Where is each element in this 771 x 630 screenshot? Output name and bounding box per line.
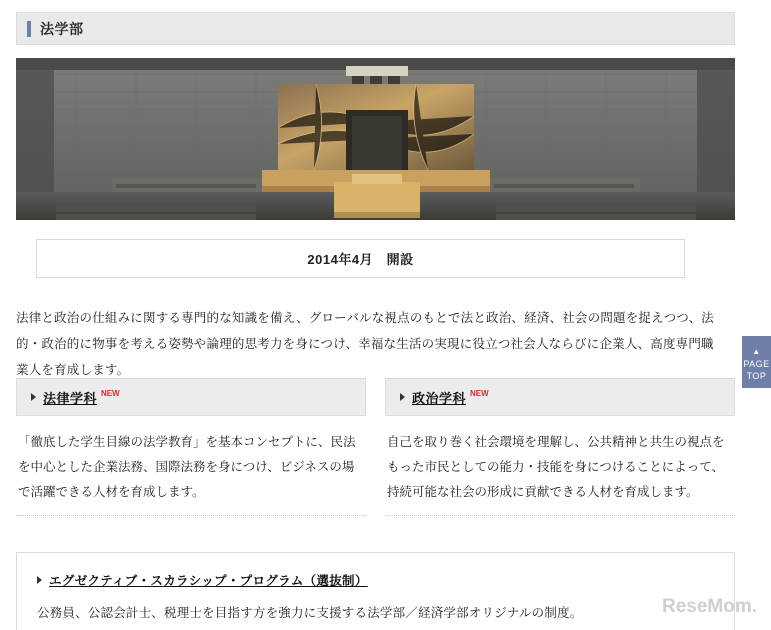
program-link[interactable]: エグゼクティブ・スカラシップ・プログラム（選抜制） bbox=[49, 574, 368, 588]
right-gutter bbox=[751, 0, 771, 630]
department-header-law[interactable] bbox=[16, 378, 366, 416]
triangle-bullet-icon bbox=[400, 393, 405, 401]
page-top-label-line1: PAGE bbox=[743, 359, 770, 369]
opening-notice-box bbox=[36, 239, 685, 278]
department-body-law: 「徹底した学生目線の法学教育」を基本コンセプトに、民法を中心とした企業法務、国際法務を身につけ、ビジネスの場で活躍できる人材を育成します。 bbox=[16, 416, 366, 516]
page-title: 法学部 bbox=[40, 20, 84, 37]
triangle-bullet-icon bbox=[37, 576, 42, 584]
program-box bbox=[16, 552, 735, 630]
opening-notice-text: 2014年4月 開設 bbox=[307, 252, 414, 267]
department-header-politics[interactable] bbox=[385, 378, 735, 416]
program-description: 公務員、公認会計士、税理士を目指す方を強力に支援する法学部／経済学部オリジナルの制度。 bbox=[37, 606, 583, 620]
hero-illustration bbox=[16, 58, 735, 220]
department-link-law[interactable]: 法律学科 bbox=[43, 390, 98, 406]
department-body-politics: 自己を取り巻く社会環境を理解し、公共精神と共生の視点をもった市民としての能力・技能を身につけることによって、持続可能な社会の形成に貢献できる人材を育成します。 bbox=[385, 416, 735, 516]
watermark: ReseMom. bbox=[661, 596, 757, 617]
new-badge-politics: NEW bbox=[470, 388, 489, 398]
page-top-button[interactable] bbox=[742, 336, 771, 388]
program-header[interactable] bbox=[17, 553, 734, 589]
department-column-politics bbox=[385, 378, 735, 516]
department-link-politics[interactable]: 政治学科 bbox=[412, 390, 467, 406]
title-accent-bar bbox=[27, 21, 31, 37]
intro-paragraph: 法律と政治の仕組みに関する専門的な知識を備え、グローバルな視点のもとで法と政治、経済、社会の問題を捉えつつ、法的・政治的に物事を考える姿勢や論理的思考力を身につけ、幸福な生活の実現に役立つ社会人ならびに企業人、高度専門職業人を育成します。 bbox=[16, 310, 714, 377]
up-arrow-icon: ▲ bbox=[752, 347, 761, 356]
page-title-bar bbox=[16, 12, 735, 45]
hero-image bbox=[16, 58, 735, 220]
page-top-label-line2: TOP bbox=[746, 371, 767, 381]
new-badge-law: NEW bbox=[101, 388, 120, 398]
triangle-bullet-icon bbox=[31, 393, 36, 401]
department-column-law bbox=[16, 378, 366, 516]
department-columns bbox=[16, 378, 735, 516]
